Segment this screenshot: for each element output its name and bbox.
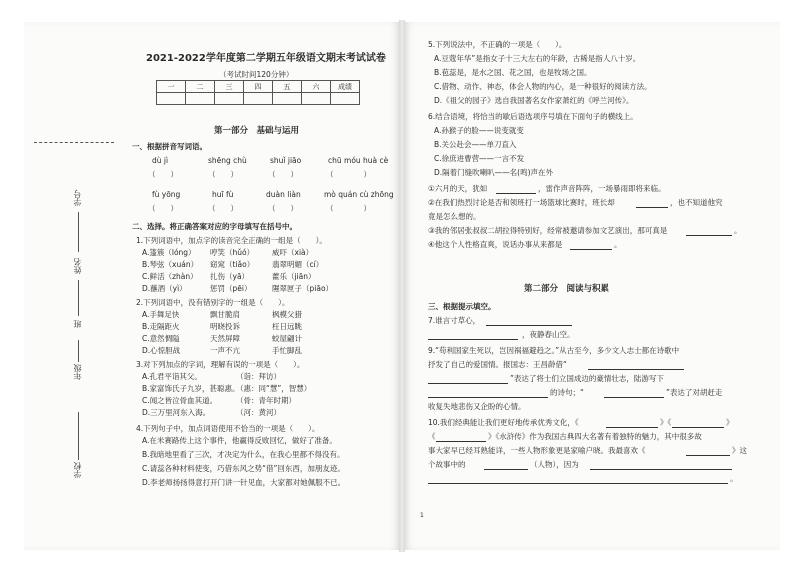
option-b: 翡翠明媚（cí）	[272, 260, 324, 269]
option-a[interactable]: A.篷簇（lóng）	[142, 248, 196, 257]
option-c[interactable]: C.意然惆隘	[142, 334, 180, 343]
option-c: 天然屏障	[210, 334, 240, 343]
section3-heading: 三、根据提示填空。	[428, 302, 496, 311]
option-a[interactable]: A.孔君平诣其父。	[142, 372, 202, 381]
seal-line	[34, 142, 114, 143]
option-c: 蛟屋翩计	[272, 334, 302, 343]
option-c: 藿乐（jiān）	[272, 272, 316, 281]
answer-blank[interactable]: （ ）	[268, 204, 298, 213]
score-cell[interactable]	[302, 93, 331, 105]
question-10-punct: 》这	[732, 446, 747, 455]
option-b-note: （惠：同“慧”，智慧）	[236, 384, 312, 393]
score-header: 一	[157, 81, 186, 93]
grade-label: 年级	[73, 364, 82, 380]
answer-blank[interactable]: （ ）	[148, 170, 178, 179]
school-field[interactable]	[78, 412, 79, 460]
option-d[interactable]: D.蘸酒（yì）	[142, 284, 187, 293]
pinyin-item: shēng chù	[208, 156, 247, 165]
q6-item-3: ③我的邻居张叔叔二胡拉得特别好，经常被邀请参加文艺演出，那可真是	[428, 226, 668, 235]
option-a: 哼笑（hǔó）	[210, 248, 255, 257]
option-b[interactable]: B.我暗地里看了三次，才决定为什么，在我心里都不得没有。	[142, 450, 345, 459]
score-table	[156, 80, 360, 105]
answer-blank[interactable]: （ ）	[208, 170, 238, 179]
question-9-line-5: ”表达了对胡赶走	[666, 388, 723, 397]
question-5: 5.下列说法中，不正确的一项是（ ）。	[428, 40, 567, 49]
question-6: 6.结合语境，将恰当的歇后语选项序号填在下面句子的横线上。	[428, 112, 638, 121]
exam-page-left	[24, 22, 400, 550]
answer-line[interactable]	[588, 360, 684, 370]
answer-blank[interactable]: （ ）	[208, 204, 238, 213]
question-8: ，夜静春山空。	[522, 330, 575, 339]
option-c: 扎伤（yā）	[210, 272, 250, 281]
student-info-strip	[34, 142, 114, 532]
score-header: 五	[273, 81, 302, 93]
answer-blank[interactable]: （ ）	[326, 204, 371, 213]
exam-page-right	[404, 22, 780, 550]
option-b[interactable]: B.琴弦（xuán）	[142, 260, 199, 269]
option-b: 窈窕（tiǎo）	[210, 260, 255, 269]
option-d: 手忙脚乱	[272, 346, 302, 355]
option-d: 隰翠匣子（piāo）	[272, 284, 334, 293]
question-9-line-3: ”表达了将士们立国成边的豪情壮志，陆游写下	[510, 374, 664, 383]
option-b[interactable]: B.家富饰氏子九岁，甚聪惠。	[142, 384, 240, 393]
answer-line[interactable]	[636, 198, 668, 208]
option-a[interactable]: A.在米赛路传上这个事件，他赢得反败回忆，做好了准备。	[142, 436, 337, 445]
option-a: 威吓（xià）	[272, 248, 314, 257]
answer-line[interactable]	[686, 446, 730, 456]
question-9-line-1: 9.“苟利国家生死以，岂因祸福避趋之。”从古至今，多少文人志士都在诗歌中	[428, 346, 680, 355]
option-a[interactable]: A.手舞足快	[142, 310, 180, 319]
name-field[interactable]	[78, 280, 79, 316]
option-b: 枉日远眺	[272, 322, 302, 331]
option-d[interactable]: D.心惊胆战	[142, 346, 181, 355]
option-a: 飘甘脆肩	[210, 310, 240, 319]
pinyin-item: chū móu huà cè	[328, 156, 389, 165]
q6-item-1: ①六月的天，犹如	[428, 184, 488, 193]
grade-field[interactable]	[78, 340, 79, 362]
question-10-line-2: 》《水浒传》作为我国古典四大名著有着独特的魅力，其中很多故	[488, 432, 702, 441]
pinyin-item: shuǐ jiāo	[270, 156, 302, 165]
exam-title: 2021-2022学年度第二学期五年级语文期末考试试卷	[146, 53, 386, 64]
answer-line[interactable]	[686, 226, 732, 236]
option-d[interactable]: D.《祖父的园子》选自我国著名女作家萧红的《呼兰河传》。	[434, 96, 634, 105]
question-9-line-4: 的诗句；“	[550, 388, 584, 397]
answer-line[interactable]	[672, 418, 724, 428]
question-10-line-4: 个故事中的	[428, 460, 466, 469]
question-9-line-2: 抒发了自己的爱国情。报国志：王昌龄借“	[428, 360, 567, 369]
score-cell[interactable]	[331, 93, 360, 105]
option-c[interactable]: C.闻之皆泣骨血其道。	[142, 396, 218, 405]
score-header: 三	[215, 81, 244, 93]
option-c[interactable]: C.鲜活（zhàn）	[142, 272, 198, 281]
part2-title: 第二部分 阅读与积累	[524, 284, 610, 294]
pinyin-item: duàn liàn	[266, 190, 301, 199]
exam-duration: （考试时间120分钟）	[219, 70, 294, 79]
answer-blank[interactable]: （ ）	[268, 170, 298, 179]
number-label: 学号	[73, 190, 82, 206]
answer-line[interactable]	[496, 184, 536, 194]
option-a: A.孙猴子的脸——说变就变	[434, 126, 524, 135]
option-c: C.徐庶进曹营——一言不发	[434, 154, 525, 163]
question-2: 2.下列词语中，没有错别字的一组是（ ）。	[136, 298, 290, 307]
number-field[interactable]	[78, 212, 79, 252]
question-10-punct: 《	[428, 432, 436, 441]
question-10-line-5: （人物），因为	[530, 460, 579, 469]
pinyin-item: fù yōng	[152, 190, 181, 199]
option-a-note: （诣：拜访）	[236, 372, 281, 381]
score-header: 六	[302, 81, 331, 93]
pinyin-item: mò quán cù zhōng	[324, 190, 394, 199]
name-label: 姓名	[73, 258, 82, 274]
option-b: B.关公赴会——单刀直入	[434, 140, 517, 149]
class-label: 班	[73, 320, 82, 328]
option-b[interactable]: B.走隔距火	[142, 322, 180, 331]
question-4: 4.下列句子中，加点词语使用不恰当的一项是（ ）。	[136, 424, 320, 433]
question-3: 3.对下列加点的字词，理解有误的一项是（ ）。	[136, 360, 305, 369]
answer-line[interactable]	[428, 330, 518, 340]
option-c[interactable]: C.请蕊各种材料使变，巧借东风之势“借”回东西，加朋友迹。	[142, 464, 345, 473]
answer-line[interactable]	[428, 474, 728, 484]
option-d[interactable]: D.李老师扬扬得意打开门讲一针见血，大家都对她佩服不已。	[142, 478, 346, 487]
answer-line[interactable]	[484, 460, 528, 470]
option-a: 枫模父猎	[272, 310, 302, 319]
pinyin-item: dù jì	[152, 156, 169, 165]
q6-item-4-end: 。	[614, 240, 622, 249]
question-10-end: 。	[730, 474, 738, 483]
answer-line[interactable]	[428, 374, 508, 384]
q6-item-2-cont: 竟是怎么想的。	[428, 212, 481, 221]
answer-line[interactable]	[436, 432, 486, 442]
answer-blank[interactable]: （ ）	[326, 170, 371, 179]
score-cell[interactable]	[215, 93, 244, 105]
answer-line[interactable]	[590, 460, 732, 470]
section1-heading: 一、根据拼音写词语。	[132, 142, 207, 151]
question-1: 1.下列词语中，加点字的读音完全正确的一组是（ ）。	[136, 236, 327, 245]
answer-line[interactable]	[604, 388, 664, 398]
q6-item-4: ④他这个人性格直爽，说话办事从来都是	[428, 240, 563, 249]
question-10-line-1: 10.我们经典能让我们更好地传承优秀文化，《	[428, 418, 579, 427]
q6-item-1-rest: ，雷作声音阵阵，一场暴雨即将来临。	[538, 184, 666, 193]
option-c[interactable]: C.借物、动作、神态，体会人物的内心，是一种很好的阅读方法。	[434, 82, 652, 91]
score-cell[interactable]	[186, 93, 215, 105]
answer-line[interactable]	[570, 240, 612, 250]
option-b: 明晓投诉	[210, 322, 240, 331]
section2-heading: 二、选择。将正确答案对应的字母填写在括号中。	[132, 222, 297, 231]
question-10-line-3: 事大家早已经耳熟能详，一些人物形象更是家喻户晓。我最喜欢《	[428, 446, 646, 455]
answer-blank[interactable]: （ ）	[148, 204, 178, 213]
score-cell[interactable]	[157, 93, 186, 105]
option-d: 惩罚（pēi）	[210, 284, 252, 293]
question-9-line-6: 收复失地悲伤又企盼的心情。	[428, 402, 526, 411]
school-label: 学校	[73, 462, 82, 478]
option-b[interactable]: B.苞蕊是，是水之国、花之国，也是牧场之国。	[434, 68, 592, 77]
q6-item-3-end: 。	[734, 226, 742, 235]
question-10-punct: 》	[726, 418, 734, 427]
option-d-note: （河：黄河）	[236, 408, 281, 417]
part1-title: 第一部分 基础与运用	[214, 126, 300, 136]
score-cell[interactable]	[273, 93, 302, 105]
score-header: 二	[186, 81, 215, 93]
option-a[interactable]: A.豆蔻年华”是指女子十三大左右的年龄，古稀是指人八十岁。	[434, 54, 641, 63]
question-7: 7.谁言寸草心，	[428, 316, 481, 325]
score-cell[interactable]	[244, 93, 273, 105]
option-d: 一声不亢	[210, 346, 240, 355]
option-c-note: （骨：青年时期）	[236, 396, 296, 405]
option-d: D.隔着门缝吹喇叭——名(鸣)声在外	[434, 168, 554, 177]
answer-line[interactable]	[428, 388, 548, 398]
pinyin-item: huī fù	[212, 190, 234, 199]
score-header: 四	[244, 81, 273, 93]
q6-item-2: ②在我们热烈讨论是否和领班打一场篮球比赛时，班长却	[428, 198, 615, 207]
answer-line[interactable]	[606, 418, 658, 428]
page-number: 1	[420, 512, 424, 519]
question-10-punct: 》《	[660, 418, 672, 427]
q6-item-2-rest: ，也不知道他究	[670, 198, 723, 207]
answer-line[interactable]	[486, 316, 572, 326]
option-d[interactable]: D.三万里河东入海。	[142, 408, 211, 417]
score-header: 成绩	[331, 81, 360, 93]
